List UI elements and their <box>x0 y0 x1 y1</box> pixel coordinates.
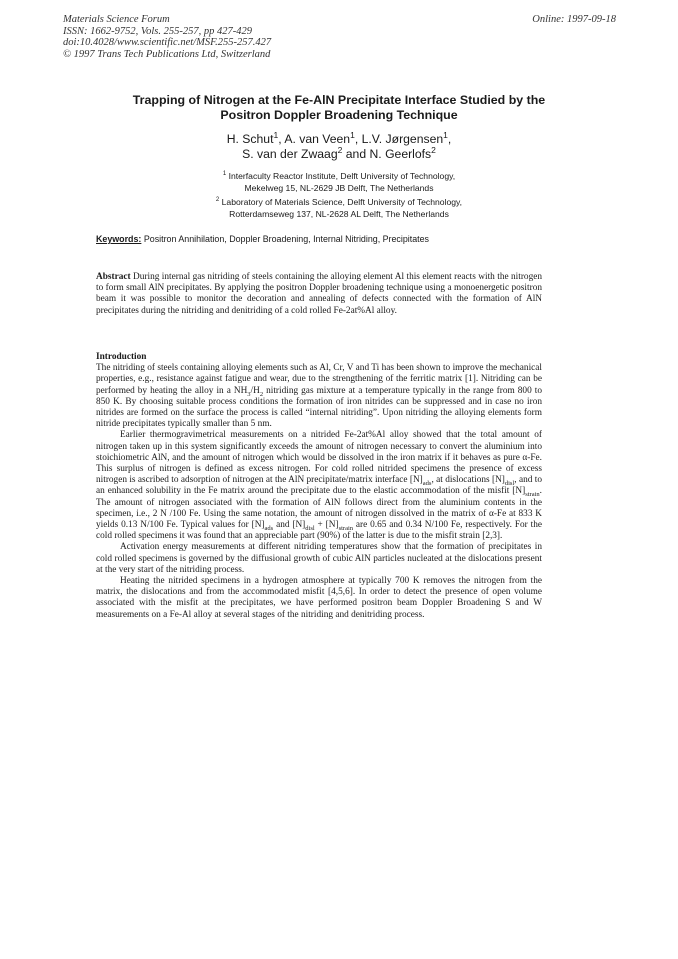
text-run: and [N] <box>273 520 306 531</box>
author-affil-mark: 1 <box>273 129 279 140</box>
text-run: , at dislocations [N] <box>431 475 505 486</box>
keywords <box>96 234 596 245</box>
journal-doi[interactable]: doi:10.4028/www.scientific.net/MSF.255-257.427 <box>63 37 272 48</box>
subscript: ads <box>264 524 274 532</box>
abstract-label: Abstract <box>96 272 131 282</box>
affiliation-institute: Laboratory of Materials Science, Delft University of Technology, <box>221 197 463 207</box>
text-run: The nitriding of steels containing alloying elements such as Al, Cr, V and Ti has been shown to improve the mechanical properties, e.g., resistance against fatigue and wear, due to the strengthening of the ferritic matrix [1]. Nitriding can be performed by heating the alloy in a NH <box>96 363 542 396</box>
affiliation-2 <box>150 197 528 220</box>
introduction-paragraph-4: Heating the nitrided specimens in a hydrogen atmosphere at typically 700 K removes the nitrogen from the matrix, the dislocations and from the accommodated misfit [4,5,6]. In order to detect the presence of open volume associated with the misfit at the precipitates, we have performed positron beam Doppler Broadening S and W measurements on a Fe-Al alloy at several stages of the nitriding and denitriding process. <box>96 576 542 620</box>
author-line-1: H. Schut$^1$, A. van Veen$^1$, L.V. Jørgensen$^1$, <box>226 129 452 146</box>
author-conjunction: and <box>345 147 367 161</box>
author-list <box>150 129 528 162</box>
title-line-1: Trapping of Nitrogen at the Fe-AlN Precipitate Interface Studied by the <box>132 93 546 107</box>
author-name: N. Geerlofs <box>369 147 432 161</box>
abstract-text: During internal gas nitriding of steels containing the alloying element Al this element reacts with the nitrogen to form small AlN precipitates. By applying the positron Doppler broadening technique using a monoenergetic positron beam it was possible to monitor the decoration and annealing of defects connected with the formation of AlN precipitates during the nitriding and denitriding of a cold rolled Fe-2at%Al alloy. <box>96 272 542 316</box>
affiliation-number: 2 <box>215 197 220 204</box>
text-run: are 0.65 and 0.34 N/100 Fe, respectively. For the cold rolled specimens it was found that an appreciable part (90%) of the latter is due to the misfit strain [2,3]. <box>96 520 542 542</box>
online-date: Online: 1997-09-18 <box>532 14 616 25</box>
affiliation-number: 1 <box>222 171 227 178</box>
abstract-paragraph <box>96 272 542 317</box>
affiliation-institute: Interfaculty Reactor Institute, Delft University of Technology, <box>228 171 456 181</box>
subscript: disl <box>504 480 515 488</box>
author-affil-mark: 2 <box>337 144 343 155</box>
subscript: strain <box>525 491 540 499</box>
subscript: disl <box>305 524 315 532</box>
author-name: S. van der Zwaag <box>242 147 338 161</box>
affiliation-address: Rotterdamseweg 137, NL-2628 AL Delft, The Netherlands <box>229 208 449 219</box>
paper-title <box>90 93 588 123</box>
introduction-heading: Introduction <box>96 352 147 362</box>
journal-copyright: © 1997 Trans Tech Publications Ltd, Switzerland <box>63 48 271 60</box>
introduction-paragraph-3: Activation energy measurements at different nitriding temperatures show that the formation of precipitates in cold rolled specimens is governed by the diffusional growth of cubic AlN particles nucleated at the dislocations present at the very start of the nitriding process. <box>96 542 542 575</box>
journal-meta <box>63 14 271 60</box>
affiliation-line <box>150 171 528 183</box>
introduction-section <box>96 352 542 621</box>
text-run: /H <box>250 385 260 396</box>
subscript: strain <box>338 524 354 532</box>
affiliation-line <box>150 197 528 209</box>
keywords-label: Keywords: <box>96 234 142 244</box>
introduction-paragraph-2 <box>96 430 542 542</box>
author-affil-mark: 1 <box>350 129 355 140</box>
subscript: 3 <box>247 390 251 398</box>
text-run: . The amount of nitrogen associated with the formation of AlN follows direct from the aluminium contents in the specimen, i.e., 2 N /100 Fe. Using the same notation, the amount of nitrogen dissolved in the matrix of α-Fe at 833 K yields 0.13 N/100 Fe. Typical values for [N] <box>96 486 542 531</box>
affiliation-1 <box>150 171 528 194</box>
text-run: + [N] <box>314 520 339 531</box>
affiliation-address: Mekelweg 15, NL-2629 JB Delft, The Netherlands <box>244 182 434 193</box>
author-name: A. van Veen <box>284 132 351 146</box>
subscript: ads <box>422 480 432 488</box>
title-line-2: Positron Doppler Broadening Technique <box>220 108 458 122</box>
author-name: L.V. Jørgensen <box>361 132 444 146</box>
author-affil-mark: 2 <box>431 144 436 155</box>
text-run: Earlier thermogravimetrical measurements on a nitrided Fe-2at%Al alloy showed that the total amount of nitrogen taken up in this system significantly exceeds the amount of nitrogen necessary to convert the aluminium into stoichiometric AlN, and the amount of nitrogen which would be dissolved in the iron matrix if it behaves as pure α-Fe. This surplus of nitrogen is defined as excess nitrogen. For cold rolled nitrided specimens the presence of excess nitrogen is ascribed to adsorption of nitrogen at the AlN precipitate/matrix interface [N] <box>96 430 542 486</box>
author-affil-mark: 1 <box>443 129 448 140</box>
keywords-text: Positron Annihilation, Doppler Broadening, Internal Nitriding, Precipitates <box>143 234 429 244</box>
journal-issn: ISSN: 1662-9752, Vols. 255-257, pp 427-429 <box>63 25 252 37</box>
introduction-paragraph-1 <box>96 363 542 430</box>
author-line-2 <box>150 144 528 162</box>
subscript: 2 <box>259 390 264 398</box>
journal-name: Materials Science Forum <box>63 14 170 25</box>
abstract <box>96 272 542 317</box>
text-run: , and to an enhanced solubility in the Fe matrix around the precipitate due to the elastic accommodation of the misfit [N] <box>96 475 542 497</box>
author-name: H. Schut <box>226 132 274 146</box>
text-run: nitriding gas mixture at a temperature typically in the range from 800 to 850 K. By choosing suitable process conditions the formation of iron nitrides can be suppressed and in case no iron nitrides are formed on the surface the process is called “internal nitriding”. Upon nitriding the alloying elements form nitride precipitates typically smaller than 5 nm. <box>96 385 542 430</box>
